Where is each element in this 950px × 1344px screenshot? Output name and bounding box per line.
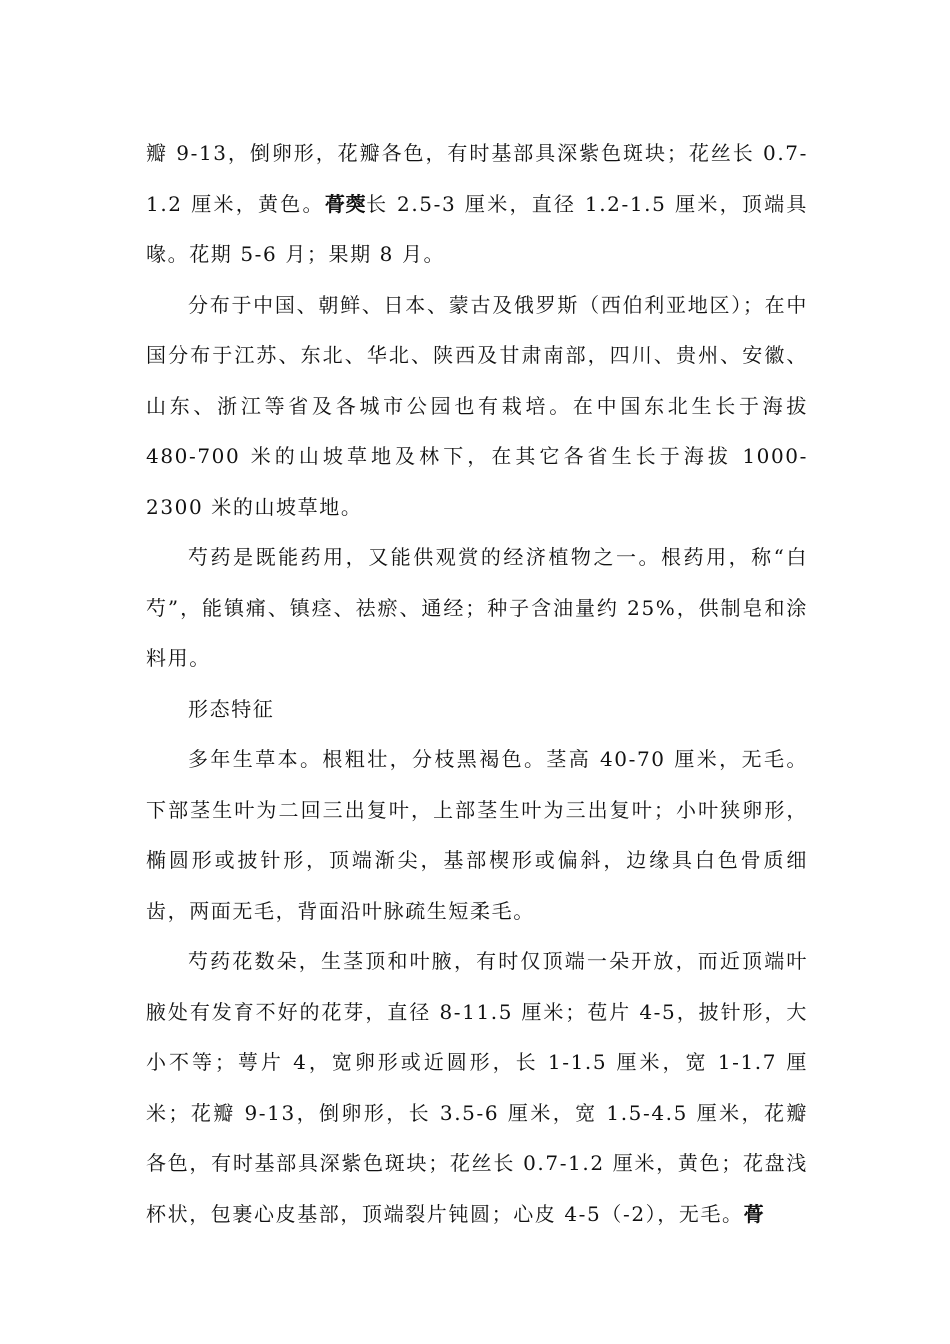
paragraph-text: 芍药花数朵，生茎顶和叶腋，有时仅顶端一朵开放，而近顶端叶腋处有发育不好的花芽，直径 8-11.5 厘米；苞片 4-5，披针形，大小不等；萼片 4，宽卵形或近圆形，长 1-1.5 厘米，宽 1-1.7 厘米；花瓣 9-13，倒卵形，长 3.5-6 厘米，宽 1.5-4.5 厘米，花瓣各色，有时基部具深紫色斑块；花丝长 0.7-1.2 厘米，黄色；花盘浅杯状，包裹心皮基部，顶端裂片钝圆；心皮 4-5（-2），无毛。 <box>146 949 808 1226</box>
paragraph-morphology-leaves: 多年生草本。根粗壮，分枝黑褐色。茎高 40-70 厘米，无毛。下部茎生叶为二回三出复叶，上部茎生叶为三出复叶；小叶狭卵形，椭圆形或披针形，顶端渐尖，基部楔形或偏斜，边缘具白色骨质细齿，两面无毛，背面沿叶脉疏生短柔毛。 <box>146 747 808 923</box>
term-follicle-partial: 蓇 <box>743 1201 764 1226</box>
document-body <box>146 128 808 1239</box>
paragraph-uses: 芍药是既能药用，又能供观赏的经济植物之一。根药用，称“白芍”，能镇痛、镇痉、祛瘀、通经；种子含油量约 25%，供制皂和涂料用。 <box>146 545 808 670</box>
paragraph-text: 瓣 9-13，倒卵形，花瓣各色，有时基部具深紫色斑块；花丝长 0.7-1.2 厘米，黄色。 <box>146 141 808 216</box>
paragraph-distribution: 分布于中国、朝鲜、日本、蒙古及俄罗斯（西伯利亚地区）；在中国分布于江苏、东北、华北、陕西及甘肃南部，四川、贵州、安徽、山东、浙江等省及各城市公园也有栽培。在中国东北生长于海拔 480-700 米的山坡草地及林下，在其它各省生长于海拔 1000-2300 米的山坡草地。 <box>146 292 808 519</box>
paragraph-morphology-flowers <box>146 936 808 1239</box>
paragraph-text: 长 2.5-3 厘米，直径 1.2-1.5 厘米，顶端具喙。花期 5-6 月；果期 8 月。 <box>146 191 808 266</box>
term-follicle: 蓇葖 <box>324 191 367 216</box>
section-heading-morphology: 形态特征 <box>188 696 275 721</box>
paragraph-flower-fruit <box>146 128 808 280</box>
